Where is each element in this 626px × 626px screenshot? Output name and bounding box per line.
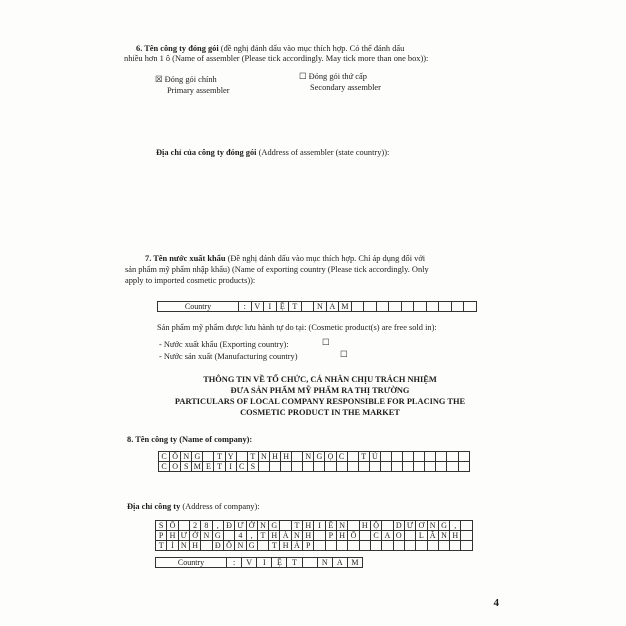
grid-cell[interactable]: P: [156, 531, 167, 541]
section6-line2: nhiều hơn 1 ô (Name of assembler (Please tick accordingly. May tick more than one box)):: [124, 54, 429, 63]
primary-assembler-option[interactable]: [155, 75, 217, 85]
grid-cell[interactable]: H: [303, 521, 314, 531]
grid-cell[interactable]: 4: [235, 531, 246, 541]
grid-cell[interactable]: N: [303, 452, 314, 462]
grid-cell[interactable]: Ờ: [189, 531, 200, 541]
grid-cell[interactable]: ,: [450, 521, 461, 531]
grid-cell[interactable]: T: [358, 452, 369, 462]
grid-cell[interactable]: N: [181, 452, 192, 462]
grid-cell[interactable]: [303, 462, 314, 472]
grid-cell[interactable]: O: [170, 462, 181, 472]
grid-cell[interactable]: [351, 302, 364, 312]
exporting-country-grid: [157, 301, 477, 312]
grid-cell[interactable]: [461, 541, 473, 551]
grid-cell[interactable]: H: [337, 531, 348, 541]
grid-cell[interactable]: C: [159, 462, 170, 472]
grid-cell[interactable]: D: [393, 521, 404, 531]
assembler-address-rest: (Address of assembler (state country)):: [256, 148, 390, 157]
grid-cell[interactable]: L: [416, 531, 427, 541]
grid-cell[interactable]: P: [303, 541, 314, 551]
grid-cell[interactable]: [461, 521, 473, 531]
section7-line3: apply to imported cosmetic products)):: [125, 276, 256, 285]
grid-cell[interactable]: [464, 302, 477, 312]
grid-cell[interactable]: I: [314, 521, 325, 531]
heading-line4: COSMETIC PRODUCT IN THE MARKET: [240, 408, 400, 417]
grid-cell[interactable]: [292, 452, 303, 462]
grid-cell[interactable]: [439, 302, 452, 312]
grid-cell[interactable]: [359, 531, 370, 541]
grid-cell[interactable]: [447, 452, 458, 462]
primary-checkbox-icon[interactable]: ☒: [155, 75, 163, 84]
grid-cell[interactable]: N: [317, 558, 332, 568]
grid-cell[interactable]: :: [239, 302, 252, 312]
assembler-address-bold: Địa chỉ của công ty đóng gói: [156, 148, 257, 157]
grid-cell[interactable]: Đ: [223, 521, 234, 531]
grid-cell[interactable]: [314, 541, 325, 551]
grid-cell[interactable]: N: [201, 531, 212, 541]
grid-cell[interactable]: T: [269, 541, 280, 551]
grid-cell[interactable]: [347, 462, 358, 472]
section6-title-bold: 6. Tên công ty đóng gói: [136, 44, 219, 53]
section7-title: [145, 254, 425, 264]
grid-cell[interactable]: [447, 462, 458, 472]
company-name-row-2: [159, 462, 470, 472]
grid-cell[interactable]: H: [269, 452, 280, 462]
grid-cell[interactable]: [403, 452, 414, 462]
grid-cell[interactable]: 8: [201, 521, 212, 531]
secondary-checkbox-icon[interactable]: ☐: [299, 72, 307, 81]
grid-cell[interactable]: [382, 541, 393, 551]
grid-cell[interactable]: G: [192, 452, 203, 462]
grid-cell[interactable]: [369, 462, 380, 472]
grid-cell[interactable]: H: [269, 531, 280, 541]
grid-cell[interactable]: [425, 452, 436, 462]
grid-cell[interactable]: Ờ: [246, 521, 257, 531]
grid-cell[interactable]: Y: [225, 452, 236, 462]
primary-vi-label: Đóng gói chính: [164, 75, 217, 84]
grid-cell[interactable]: ,: [246, 531, 257, 541]
grid-cell[interactable]: [292, 462, 303, 472]
grid-cell[interactable]: [393, 541, 404, 551]
grid-cell[interactable]: [458, 462, 469, 472]
grid-cell[interactable]: [380, 452, 391, 462]
grid-cell[interactable]: ,: [212, 521, 223, 531]
grid-cell[interactable]: M: [339, 302, 352, 312]
grid-cell[interactable]: I: [264, 302, 277, 312]
grid-cell[interactable]: H: [303, 531, 314, 541]
section6-title-rest: (đề nghị đánh dấu vào mục thích hợp. Có thể đánh dấu: [218, 44, 405, 53]
grid-cell[interactable]: G: [438, 521, 449, 531]
grid-cell[interactable]: Ú: [369, 452, 380, 462]
secondary-vi-label: Đóng gói thứ cấp: [308, 72, 367, 81]
company-address-label: [127, 502, 260, 512]
grid-cell[interactable]: [236, 452, 247, 462]
grid-cell[interactable]: [314, 462, 325, 472]
grid-cell[interactable]: H: [281, 452, 292, 462]
grid-cell[interactable]: Ệ: [276, 302, 289, 312]
grid-cell[interactable]: [414, 452, 425, 462]
grid-cell[interactable]: [337, 541, 348, 551]
grid-cell[interactable]: Ệ: [272, 558, 287, 568]
grid-cell[interactable]: [436, 462, 447, 472]
grid-cell[interactable]: A: [326, 302, 339, 312]
grid-cell[interactable]: [389, 302, 402, 312]
grid-cell[interactable]: C: [159, 452, 170, 462]
grid-cell[interactable]: T: [289, 302, 302, 312]
grid-cell[interactable]: [258, 462, 269, 472]
grid-cell[interactable]: Ố: [167, 521, 178, 531]
grid-cell[interactable]: V: [251, 302, 264, 312]
assembler-address-label: [156, 148, 389, 158]
manufacturing-country-label: - Nước sản xuất (Manufacturing country): [159, 352, 298, 361]
section7-title-rest: (Đề nghị đánh dấu vào mục thích hợp. Chỉ áp dụng đối với: [225, 254, 426, 263]
grid-cell[interactable]: [314, 531, 325, 541]
company-country-label: Country: [156, 558, 227, 568]
primary-en-label: Primary assembler: [167, 86, 230, 95]
grid-cell[interactable]: N: [258, 452, 269, 462]
free-sold-label: Sản phẩm mỹ phẩm được lưu hành tự do tại: (Cosmetic product(s) are free sold in):: [157, 323, 437, 332]
grid-cell[interactable]: [438, 541, 449, 551]
grid-cell[interactable]: Ư: [178, 531, 189, 541]
company-name-row-1: [159, 452, 470, 462]
grid-cell[interactable]: [178, 521, 189, 531]
grid-cell[interactable]: [427, 541, 438, 551]
grid-cell[interactable]: S: [181, 462, 192, 472]
grid-cell[interactable]: [404, 541, 415, 551]
grid-cell[interactable]: N: [337, 521, 348, 531]
grid-cell[interactable]: [325, 462, 336, 472]
grid-cell[interactable]: I: [225, 462, 236, 472]
company-name-grid: [158, 451, 470, 472]
grid-cell[interactable]: [380, 462, 391, 472]
grid-cell[interactable]: G: [212, 531, 223, 541]
grid-cell[interactable]: [391, 452, 402, 462]
grid-cell[interactable]: [414, 462, 425, 472]
grid-cell[interactable]: [404, 531, 415, 541]
company-address-rest: (Address of company):: [180, 502, 260, 511]
grid-cell[interactable]: Ồ: [223, 541, 234, 551]
grid-cell[interactable]: H: [189, 541, 200, 551]
grid-cell[interactable]: Á: [291, 541, 302, 551]
page-number: 4: [493, 597, 499, 609]
grid-cell[interactable]: T: [287, 558, 302, 568]
grid-cell[interactable]: Ư: [404, 521, 415, 531]
grid-cell[interactable]: A: [332, 558, 347, 568]
grid-cell[interactable]: Ố: [348, 531, 359, 541]
grid-cell[interactable]: [426, 302, 439, 312]
grid-cell[interactable]: Ư: [235, 521, 246, 531]
grid-cell[interactable]: :: [227, 558, 242, 568]
grid-cell[interactable]: T: [291, 521, 302, 531]
grid-cell[interactable]: À: [280, 531, 291, 541]
grid-cell[interactable]: [401, 302, 414, 312]
grid-cell[interactable]: Ọ: [325, 452, 336, 462]
section7-line2: sản phẩm mỹ phẩm nhập khẩu) (Name of exporting country (Please tick accordingly. Only: [125, 265, 429, 274]
grid-cell[interactable]: [416, 541, 427, 551]
grid-cell[interactable]: Đ: [212, 541, 223, 551]
exporting-country-label: - Nước xuất khẩu (Exporting country):: [159, 340, 289, 349]
grid-cell[interactable]: [461, 531, 473, 541]
grid-cell[interactable]: E: [203, 462, 214, 472]
grid-cell[interactable]: N: [438, 531, 449, 541]
address-row-2: [156, 531, 473, 541]
grid-cell[interactable]: 2: [189, 521, 200, 531]
grid-cell[interactable]: M: [193, 462, 201, 471]
grid-cell[interactable]: G: [314, 452, 325, 462]
grid-cell[interactable]: Ơ: [416, 521, 427, 531]
section6-title: [136, 44, 404, 54]
grid-cell[interactable]: C: [370, 531, 381, 541]
grid-cell[interactable]: [391, 462, 402, 472]
manufacturing-checkbox-icon[interactable]: ☐: [340, 350, 348, 359]
heading-line3: PARTICULARS OF LOCAL COMPANY RESPONSIBLE FOR PLACING THE: [174, 397, 466, 406]
grid-cell[interactable]: T: [214, 452, 225, 462]
grid-cell[interactable]: [425, 462, 436, 472]
grid-cell[interactable]: [336, 462, 347, 472]
grid-cell[interactable]: [450, 541, 461, 551]
grid-cell[interactable]: [257, 541, 268, 551]
grid-cell[interactable]: [269, 462, 280, 472]
section7-title-bold: 7. Tên nước xuất khẩu: [145, 254, 226, 263]
grid-cell[interactable]: Ộ: [370, 521, 381, 531]
grid-cell[interactable]: T: [214, 462, 225, 472]
grid-cell[interactable]: [436, 452, 447, 462]
grid-cell[interactable]: N: [314, 302, 327, 312]
grid-cell[interactable]: C: [336, 452, 347, 462]
grid-cell[interactable]: [348, 521, 359, 531]
grid-cell[interactable]: [348, 541, 359, 551]
grid-cell[interactable]: G: [246, 541, 257, 551]
grid-cell[interactable]: [376, 302, 389, 312]
exporting-country-option: [159, 340, 289, 350]
grid-cell[interactable]: [414, 302, 427, 312]
grid-cell[interactable]: N: [235, 541, 246, 551]
company-address-grid: [155, 520, 473, 551]
grid-cell[interactable]: N: [178, 541, 189, 551]
grid-cell[interactable]: M: [347, 558, 362, 568]
grid-cell[interactable]: Ề: [325, 521, 336, 531]
section8-title: 8. Tên công ty (Name of company):: [127, 435, 253, 444]
grid-cell[interactable]: H: [280, 541, 291, 551]
grid-cell[interactable]: [302, 558, 317, 568]
grid-cell[interactable]: T: [247, 452, 258, 462]
heading-line2: ĐƯA SẢN PHẨM MỸ PHẨM RA THỊ TRƯỜNG: [230, 386, 410, 395]
grid-cell[interactable]: [280, 521, 291, 531]
grid-cell[interactable]: N: [257, 521, 268, 531]
grid-cell[interactable]: [370, 541, 381, 551]
grid-cell[interactable]: A: [382, 531, 393, 541]
grid-cell[interactable]: P: [325, 531, 336, 541]
grid-cell[interactable]: [223, 531, 234, 541]
grid-cell[interactable]: [281, 462, 292, 472]
country-label: Country: [158, 302, 239, 312]
grid-cell[interactable]: G: [269, 521, 280, 531]
grid-cell[interactable]: [359, 541, 370, 551]
grid-cell[interactable]: S: [247, 462, 258, 472]
grid-cell[interactable]: S: [156, 521, 167, 531]
grid-cell[interactable]: N: [291, 531, 302, 541]
grid-cell[interactable]: [358, 462, 369, 472]
exporting-checkbox-icon[interactable]: ☐: [322, 338, 330, 347]
grid-cell[interactable]: T: [257, 531, 268, 541]
grid-cell[interactable]: Ã: [427, 531, 438, 541]
heading-line1: THÔNG TIN VỀ TỔ CHỨC, CÁ NHÂN CHỊU TRÁCH NHIỆM: [203, 375, 437, 384]
grid-cell[interactable]: Ỉ: [167, 541, 178, 551]
grid-cell[interactable]: N: [427, 521, 438, 531]
grid-cell[interactable]: [451, 302, 464, 312]
grid-cell[interactable]: [301, 302, 314, 312]
grid-cell[interactable]: V: [242, 558, 257, 568]
manufacturing-country-option: [159, 352, 298, 362]
secondary-en-label: Secondary assembler: [310, 83, 381, 92]
grid-cell[interactable]: O: [393, 531, 404, 541]
grid-cell[interactable]: H: [359, 521, 370, 531]
grid-cell[interactable]: I: [257, 558, 272, 568]
address-row-3: [156, 541, 473, 551]
grid-cell[interactable]: C: [236, 462, 247, 472]
secondary-assembler-option[interactable]: [299, 72, 367, 82]
address-row-1: [156, 521, 473, 531]
grid-cell[interactable]: Ô: [170, 452, 181, 462]
grid-cell[interactable]: H: [450, 531, 461, 541]
grid-cell[interactable]: [325, 541, 336, 551]
grid-cell[interactable]: [364, 302, 377, 312]
grid-cell[interactable]: [203, 452, 214, 462]
company-country-grid: [155, 557, 363, 568]
grid-cell[interactable]: H: [167, 531, 178, 541]
grid-cell[interactable]: T: [156, 541, 167, 551]
grid-cell[interactable]: [347, 452, 358, 462]
company-address-bold: Địa chỉ công ty: [127, 502, 181, 511]
grid-cell[interactable]: [458, 452, 469, 462]
grid-cell[interactable]: [382, 521, 393, 531]
grid-cell[interactable]: [403, 462, 414, 472]
grid-cell[interactable]: [201, 541, 212, 551]
